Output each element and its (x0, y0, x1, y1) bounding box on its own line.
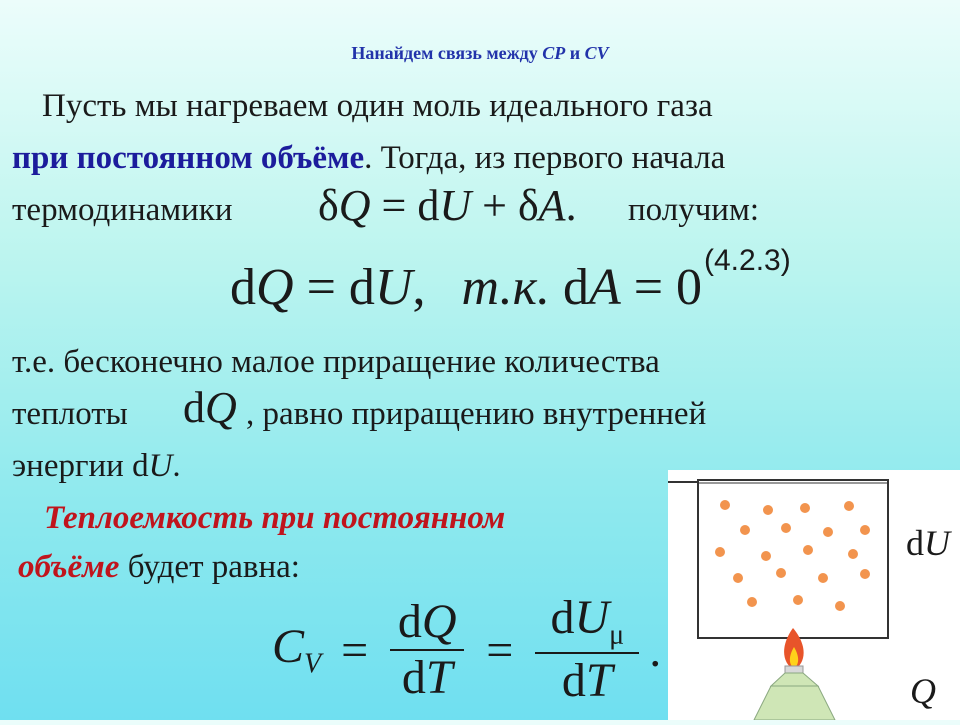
slide-title: Нанайдем связь между CP и CV (351, 43, 609, 63)
figure-label-q: Q (910, 671, 936, 711)
para2-line2-start: теплоты (12, 396, 128, 432)
definition-line1: Теплоемкость при постоянном (44, 500, 506, 536)
burner-icon (771, 673, 818, 686)
cv-symbol: $C_V$ (272, 620, 322, 680)
fraction-dq-dt: $\frac{dQ}{dT}$ (390, 597, 464, 704)
para2-line3: энергии dU. (12, 448, 181, 484)
equation-number: (4.2.3) (704, 244, 791, 277)
fraction-du-dt: $\frac{dU_\mu}{dT}$ (535, 593, 639, 706)
gas-heating-figure (668, 470, 960, 720)
inline-dq: dQ (183, 383, 237, 432)
para2-line2-end: , равно приращению внутренней (246, 396, 707, 432)
figure-label-du: dU (906, 523, 950, 563)
para2-line1: т.е. бесконечно малое приращение количества (12, 344, 660, 380)
dq-equals-du-formula: dQ = dU, т.к. dA = 0 (230, 259, 703, 316)
gas-particles (715, 500, 870, 611)
para1-line3-end: получим: (628, 192, 760, 228)
para1-line1: Пусть мы нагреваем один моль идеального газа (42, 88, 713, 124)
first-law-formula: δQ = dU + δA. (318, 181, 577, 230)
para1-line3-start: термодинамики (12, 192, 233, 228)
heat-capacity-formula: $C_V$ = $\frac{dQ}{dT}$ = $\frac{dU_\mu}{dT}$ . (272, 591, 662, 708)
highlight-constant-volume: при постоянном объёме (12, 140, 365, 176)
definition-line2: объёме будет равна: (18, 549, 300, 585)
para1-line2: при постоянном объёме. Тогда, из первого начала (12, 140, 726, 176)
